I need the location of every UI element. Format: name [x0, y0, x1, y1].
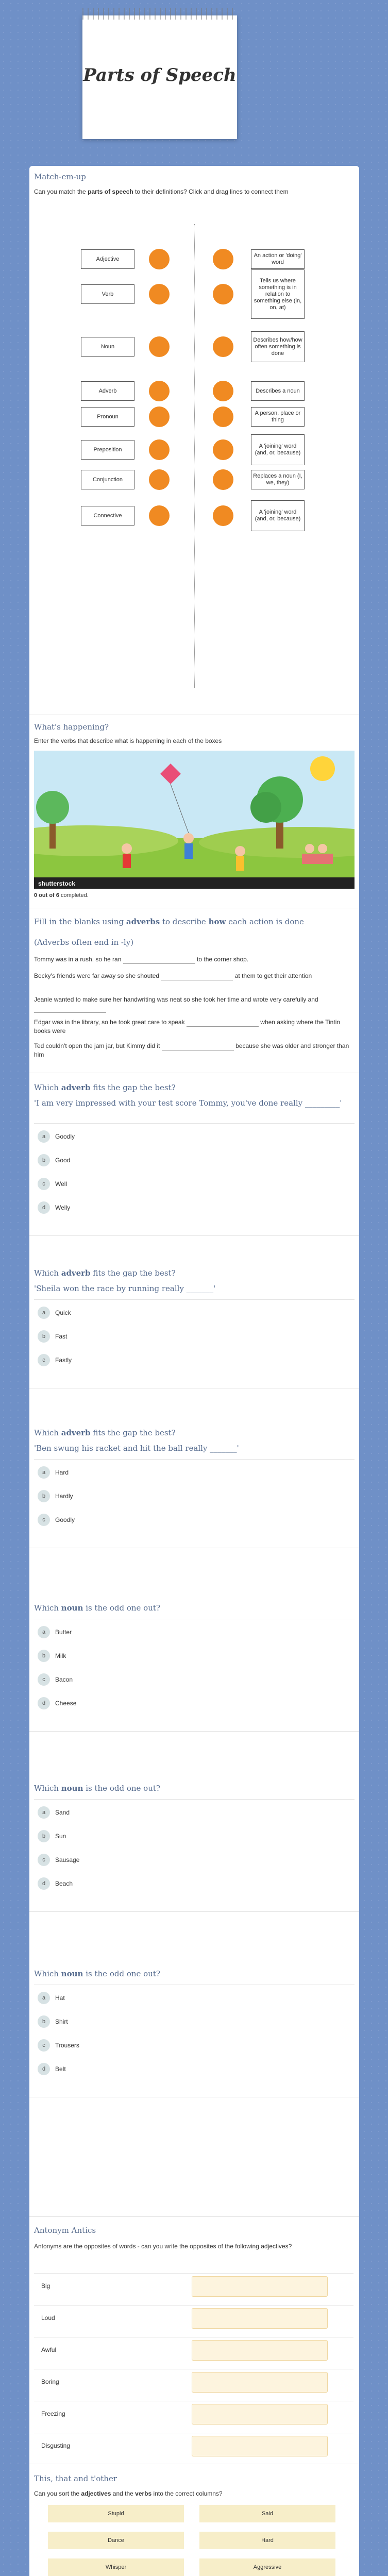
match-term-handle[interactable]	[149, 406, 170, 427]
option-label: Hardly	[55, 1493, 73, 1500]
banner-staples	[82, 8, 237, 20]
option-letter: b	[38, 1490, 50, 1502]
sort-word-chip[interactable]: Dance	[48, 2532, 184, 2549]
option-letter: a	[38, 1992, 50, 2004]
fill-sentence: Tommy was in a rush, so he ran to the corner shop.	[34, 956, 249, 963]
match-definition[interactable]: Replaces a noun (I, we, they)	[251, 470, 305, 489]
completion-status: 0 out of 6 completed.	[34, 892, 89, 899]
match-definition-handle[interactable]	[213, 249, 233, 269]
option-letter: c	[38, 1514, 50, 1526]
option-letter: c	[38, 2039, 50, 2052]
fill-heading: Fill in the blanks using adverbs to describe how each action is done	[34, 917, 304, 926]
antonym-answer-input[interactable]	[192, 2276, 328, 2297]
match-term-handle[interactable]	[149, 284, 170, 304]
match-term-handle[interactable]	[149, 469, 170, 490]
match-term[interactable]: Adjective	[81, 249, 134, 269]
quiz-option[interactable]	[38, 1626, 72, 1638]
sort-word-chip[interactable]: Whisper	[48, 2558, 184, 2576]
quiz-option[interactable]	[38, 2039, 79, 2052]
fill-sentence: Edgar was in the library, so he took great care to speak when asking where the Tintin books were	[34, 1019, 341, 1035]
match-term[interactable]: Adverb	[81, 381, 134, 401]
page-title: Parts of Speech	[83, 65, 237, 86]
option-label: Shirt	[55, 2018, 68, 2025]
quiz-option[interactable]	[38, 1466, 69, 1479]
quiz-quote: 'I am very impressed with your test score Tommy, you've done really _________'	[34, 1098, 342, 1108]
quiz-option[interactable]	[38, 1650, 66, 1662]
match-guide-line	[194, 224, 195, 688]
quiz-question: Which noun is the odd one out?	[34, 1969, 160, 1978]
scene-image[interactable]	[34, 751, 355, 889]
match-definition[interactable]: A 'joining' word (and, or, because)	[251, 434, 305, 465]
quiz-option[interactable]	[38, 1877, 73, 1890]
antonym-word: Loud	[41, 2314, 55, 2321]
quiz-question: Which noun is the odd one out?	[34, 1603, 160, 1613]
option-label: Quick	[55, 1309, 71, 1316]
fill-blank-input[interactable]	[123, 956, 195, 964]
antonym-row	[34, 2305, 353, 2331]
option-letter: b	[38, 2015, 50, 2028]
antonym-answer-input[interactable]	[192, 2340, 328, 2361]
quiz-question: Which adverb fits the gap the best?	[34, 1083, 176, 1092]
antonym-row	[34, 2337, 353, 2363]
antonym-word: Freezing	[41, 2410, 65, 2417]
antonym-answer-input[interactable]	[192, 2372, 328, 2393]
quiz-option[interactable]	[38, 1854, 79, 1866]
option-label: Welly	[55, 1204, 71, 1211]
sort-word-chip[interactable]: Hard	[199, 2532, 335, 2549]
quiz-question: Which adverb fits the gap the best?	[34, 1268, 176, 1278]
quiz-question: Which noun is the odd one out?	[34, 1784, 160, 1793]
quiz-option[interactable]	[38, 2015, 68, 2028]
quiz-option[interactable]	[38, 1130, 75, 1143]
match-instructions: Can you match the parts of speech to their definitions? Click and drag lines to connect them	[34, 188, 289, 195]
antonym-word: Boring	[41, 2378, 59, 2385]
match-definition-handle[interactable]	[213, 284, 233, 304]
antonym-word: Awful	[41, 2346, 57, 2353]
quiz-option[interactable]	[38, 1697, 76, 1709]
antonym-row	[34, 2433, 353, 2459]
option-label: Beach	[55, 1880, 73, 1887]
match-term-handle[interactable]	[149, 336, 170, 357]
fill-blank-input[interactable]	[34, 1005, 106, 1013]
match-definition[interactable]: Describes how/how often something is done	[251, 331, 305, 362]
match-term-handle[interactable]	[149, 249, 170, 269]
match-term[interactable]: Conjunction	[81, 470, 134, 489]
match-term-handle[interactable]	[149, 505, 170, 526]
option-label: Goodly	[55, 1133, 75, 1140]
quiz-option[interactable]	[38, 1201, 70, 1214]
match-definition[interactable]: Tells us where something is in relation to something else (in, on, at)	[251, 269, 305, 319]
happening-instructions: Enter the verbs that describe what is happening in each of the boxes	[34, 737, 222, 744]
option-letter: c	[38, 1854, 50, 1866]
fill-blank-input[interactable]	[162, 1043, 234, 1050]
fill-sentence: Jeanie wanted to make sure her handwriting was neat so she took her time and wrote very carefully and	[34, 995, 351, 1013]
option-label: Good	[55, 1157, 71, 1164]
sort-word-chip[interactable]: Said	[199, 2505, 335, 2522]
option-letter: d	[38, 1877, 50, 1890]
option-label: Fast	[55, 1333, 68, 1340]
quiz-option[interactable]	[38, 1354, 72, 1366]
option-letter: a	[38, 1466, 50, 1479]
match-definition[interactable]: An action or 'doing' word	[251, 249, 305, 269]
antonym-answer-input[interactable]	[192, 2436, 328, 2456]
quiz-quote: 'Ben swung his racket and hit the ball really _______'	[34, 1444, 239, 1453]
option-label: Fastly	[55, 1357, 72, 1364]
match-definition-handle[interactable]	[213, 505, 233, 526]
image-watermark: shutterstock	[38, 880, 76, 887]
option-label: Well	[55, 1180, 68, 1188]
antonym-row	[34, 2401, 353, 2427]
match-term-handle[interactable]	[149, 439, 170, 460]
option-letter: d	[38, 1201, 50, 1214]
match-definition-handle[interactable]	[213, 406, 233, 427]
sort-word-chip[interactable]: Aggressive	[199, 2558, 335, 2576]
fill-subheading: (Adverbs often end in -ly)	[34, 938, 134, 947]
match-definition[interactable]: A person, place or thing	[251, 407, 305, 427]
quiz-option[interactable]	[38, 1307, 71, 1319]
option-label: Hat	[55, 1994, 65, 2002]
fill-sentence: Becky's friends were far away so she shouted at them to get their attention	[34, 972, 312, 979]
quiz-option[interactable]	[38, 1330, 67, 1343]
option-letter: c	[38, 1673, 50, 1686]
match-term[interactable]: Verb	[81, 284, 134, 304]
option-label: Belt	[55, 2065, 66, 2073]
fill-blank-input[interactable]	[161, 973, 233, 980]
match-definition-handle[interactable]	[213, 439, 233, 460]
quiz-option[interactable]	[38, 1673, 73, 1686]
antonym-word: Disgusting	[41, 2442, 71, 2449]
happening-heading: What's happening?	[34, 722, 109, 732]
option-letter: a	[38, 1130, 50, 1143]
option-letter: d	[38, 2063, 50, 2075]
quiz-option[interactable]	[38, 1830, 66, 1842]
match-definition[interactable]: Describes a noun	[251, 381, 305, 401]
fill-sentence: Ted couldn't open the jam jar, but Kimmy did it because she was older and stronger than him	[34, 1042, 349, 1058]
quiz-option[interactable]	[38, 1806, 70, 1819]
sort-word-chip[interactable]: Stupid	[48, 2505, 184, 2522]
option-label: Sausage	[55, 1856, 80, 1863]
quiz-question: Which adverb fits the gap the best?	[34, 1428, 176, 1437]
option-label: Hard	[55, 1469, 69, 1476]
quiz-option[interactable]	[38, 1490, 73, 1502]
option-label: Butter	[55, 1629, 72, 1636]
option-letter: d	[38, 1697, 50, 1709]
option-letter: a	[38, 1307, 50, 1319]
antonym-answer-input[interactable]	[192, 2404, 328, 2425]
match-term[interactable]: Connective	[81, 506, 134, 526]
match-term-handle[interactable]	[149, 381, 170, 401]
quiz-option[interactable]	[38, 1514, 75, 1526]
option-letter: c	[38, 1354, 50, 1366]
option-letter: c	[38, 1178, 50, 1190]
quiz-option[interactable]	[38, 1178, 67, 1190]
option-label: Goodly	[55, 1516, 75, 1523]
quiz-option[interactable]	[38, 1992, 65, 2004]
park-scene-illustration	[34, 751, 355, 889]
option-letter: a	[38, 1806, 50, 1819]
sort-instructions: Can you sort the adjectives and the verbs into the correct columns?	[34, 2490, 223, 2497]
quiz-quote: 'Sheila won the race by running really _______'	[34, 1284, 216, 1293]
option-label: Sun	[55, 1833, 66, 1840]
match-definition[interactable]: A 'joining' word (and, or, because)	[251, 500, 305, 531]
match-term[interactable]: Pronoun	[81, 407, 134, 427]
antonym-word: Big	[41, 2282, 50, 2290]
option-letter: b	[38, 1154, 50, 1166]
option-label: Sand	[55, 1809, 70, 1816]
fill-blank-input[interactable]	[187, 1019, 259, 1027]
quiz-option[interactable]	[38, 2063, 66, 2075]
option-label: Milk	[55, 1652, 66, 1659]
antonym-row	[34, 2369, 353, 2395]
antonym-row	[34, 2273, 353, 2299]
title-banner	[82, 15, 237, 139]
match-term[interactable]: Preposition	[81, 440, 134, 460]
match-definition-handle[interactable]	[213, 336, 233, 357]
option-letter: b	[38, 1330, 50, 1343]
option-label: Bacon	[55, 1676, 73, 1683]
worksheet	[29, 166, 359, 2576]
match-term[interactable]: Noun	[81, 337, 134, 357]
option-letter: b	[38, 1650, 50, 1662]
match-definition-handle[interactable]	[213, 381, 233, 401]
quiz-option[interactable]	[38, 1154, 70, 1166]
sort-heading: This, that and t'other	[34, 2474, 117, 2483]
antonym-answer-input[interactable]	[192, 2308, 328, 2329]
antonym-heading: Antonym Antics	[34, 2226, 96, 2235]
match-heading: Match-em-up	[34, 172, 86, 181]
option-letter: a	[38, 1626, 50, 1638]
match-definition-handle[interactable]	[213, 469, 233, 490]
option-letter: b	[38, 1830, 50, 1842]
option-label: Trousers	[55, 2042, 79, 2049]
option-label: Cheese	[55, 1700, 77, 1707]
antonym-instructions: Antonyms are the opposites of words - can you write the opposites of the following adjectives?	[34, 2243, 292, 2250]
